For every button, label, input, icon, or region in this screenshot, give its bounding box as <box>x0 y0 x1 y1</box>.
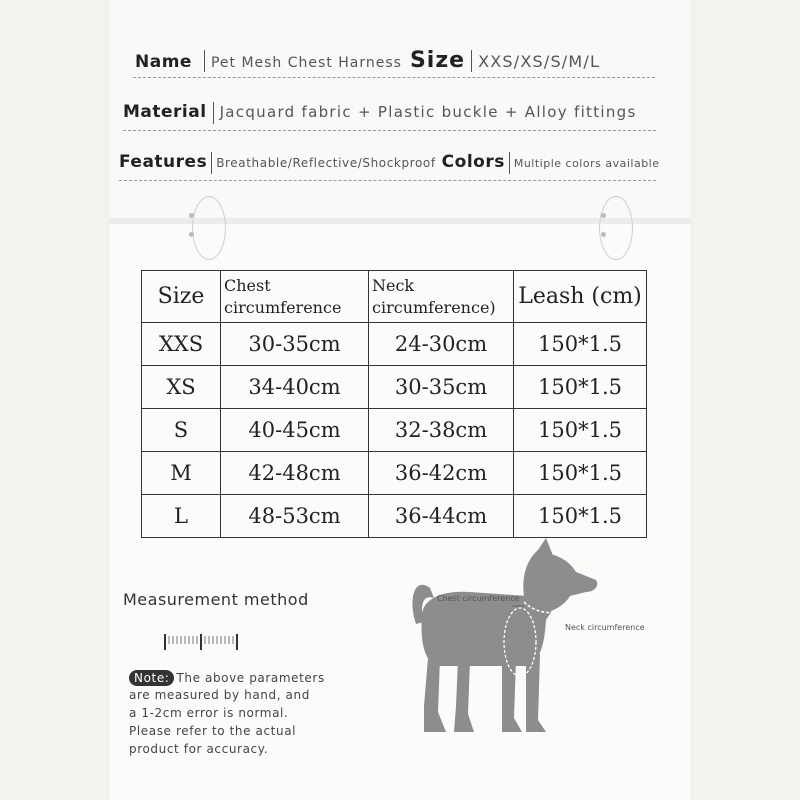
table-row <box>142 452 647 495</box>
cell-chest: 40-45cm <box>221 409 369 452</box>
name-label: Name <box>135 52 192 72</box>
cell-neck: 30-35cm <box>369 366 514 409</box>
separator <box>471 50 472 72</box>
cell-chest: 48-53cm <box>221 495 369 538</box>
cell-chest: 34-40cm <box>221 366 369 409</box>
header-chest-line2: circumference <box>224 297 342 317</box>
cell-neck: 32-38cm <box>369 409 514 452</box>
cell-chest: 42-48cm <box>221 452 369 495</box>
header-neck-line1: Neck <box>372 275 415 295</box>
note-line-3: a 1-2cm error is normal. <box>129 706 289 720</box>
header-size: Size <box>142 271 221 323</box>
name-value: Pet Mesh Chest Harness <box>210 55 402 71</box>
ring-pin <box>601 213 606 218</box>
separator <box>213 102 214 124</box>
ring-pin <box>189 213 194 218</box>
cell-leash: 150*1.5 <box>514 323 647 366</box>
header-chest <box>221 271 369 323</box>
cell-neck: 36-44cm <box>369 495 514 538</box>
chest-circumference-label: Chest circumference <box>437 594 520 603</box>
name-row <box>135 48 600 73</box>
neck-circumference-label: Neck circumference <box>565 623 645 632</box>
separator <box>211 152 212 174</box>
ring-decoration <box>192 196 226 260</box>
cell-size: XXS <box>142 323 221 366</box>
tape-measure-icon <box>163 630 241 654</box>
cell-leash: 150*1.5 <box>514 366 647 409</box>
cell-leash: 150*1.5 <box>514 452 647 495</box>
note-line-5: product for accuracy. <box>129 742 269 756</box>
size-table <box>141 270 647 538</box>
ring-pin <box>601 232 606 237</box>
cell-size: M <box>142 452 221 495</box>
features-value: Breathable/Reflective/Shockproof <box>216 156 436 170</box>
material-row <box>123 102 637 124</box>
note-badge: Note: <box>129 670 174 686</box>
dashed-rule <box>119 180 656 181</box>
ring-decoration <box>599 196 633 260</box>
table-row <box>142 366 647 409</box>
header-chest-line1: Chest <box>224 275 271 295</box>
separator <box>509 152 510 174</box>
dashed-rule <box>133 77 655 78</box>
material-label: Material <box>123 102 207 122</box>
note-line-2: are measured by hand, and <box>129 688 310 702</box>
note-line-4: Please refer to the actual <box>129 724 297 738</box>
table-header-row <box>142 271 647 323</box>
cell-size: L <box>142 495 221 538</box>
features-label: Features <box>119 152 208 172</box>
cell-size: XS <box>142 366 221 409</box>
cell-leash: 150*1.5 <box>514 495 647 538</box>
measurement-title: Measurement method <box>123 590 309 609</box>
separator <box>204 50 205 72</box>
colors-value: Multiple colors available <box>513 157 660 170</box>
size-label: Size <box>409 48 466 73</box>
material-value: Jacquard fabric + Plastic buckle + Alloy fittings <box>219 103 637 121</box>
table-row <box>142 323 647 366</box>
cell-neck: 36-42cm <box>369 452 514 495</box>
cell-leash: 150*1.5 <box>514 409 647 452</box>
ring-pin <box>189 232 194 237</box>
cell-size: S <box>142 409 221 452</box>
features-row <box>119 152 660 174</box>
colors-label: Colors <box>441 152 505 172</box>
header-leash: Leash (cm) <box>514 271 647 323</box>
header-neck <box>369 271 514 323</box>
header-neck-line2: circumference) <box>372 297 496 317</box>
table-row <box>142 409 647 452</box>
cell-neck: 24-30cm <box>369 323 514 366</box>
size-value: XXS/XS/S/M/L <box>478 52 601 71</box>
dashed-rule <box>123 130 656 131</box>
note-line-1 <box>129 670 325 686</box>
cell-chest: 30-35cm <box>221 323 369 366</box>
dog-silhouette-icon <box>400 536 640 746</box>
table-row <box>142 495 647 538</box>
note-text: The above parameters <box>176 671 325 685</box>
